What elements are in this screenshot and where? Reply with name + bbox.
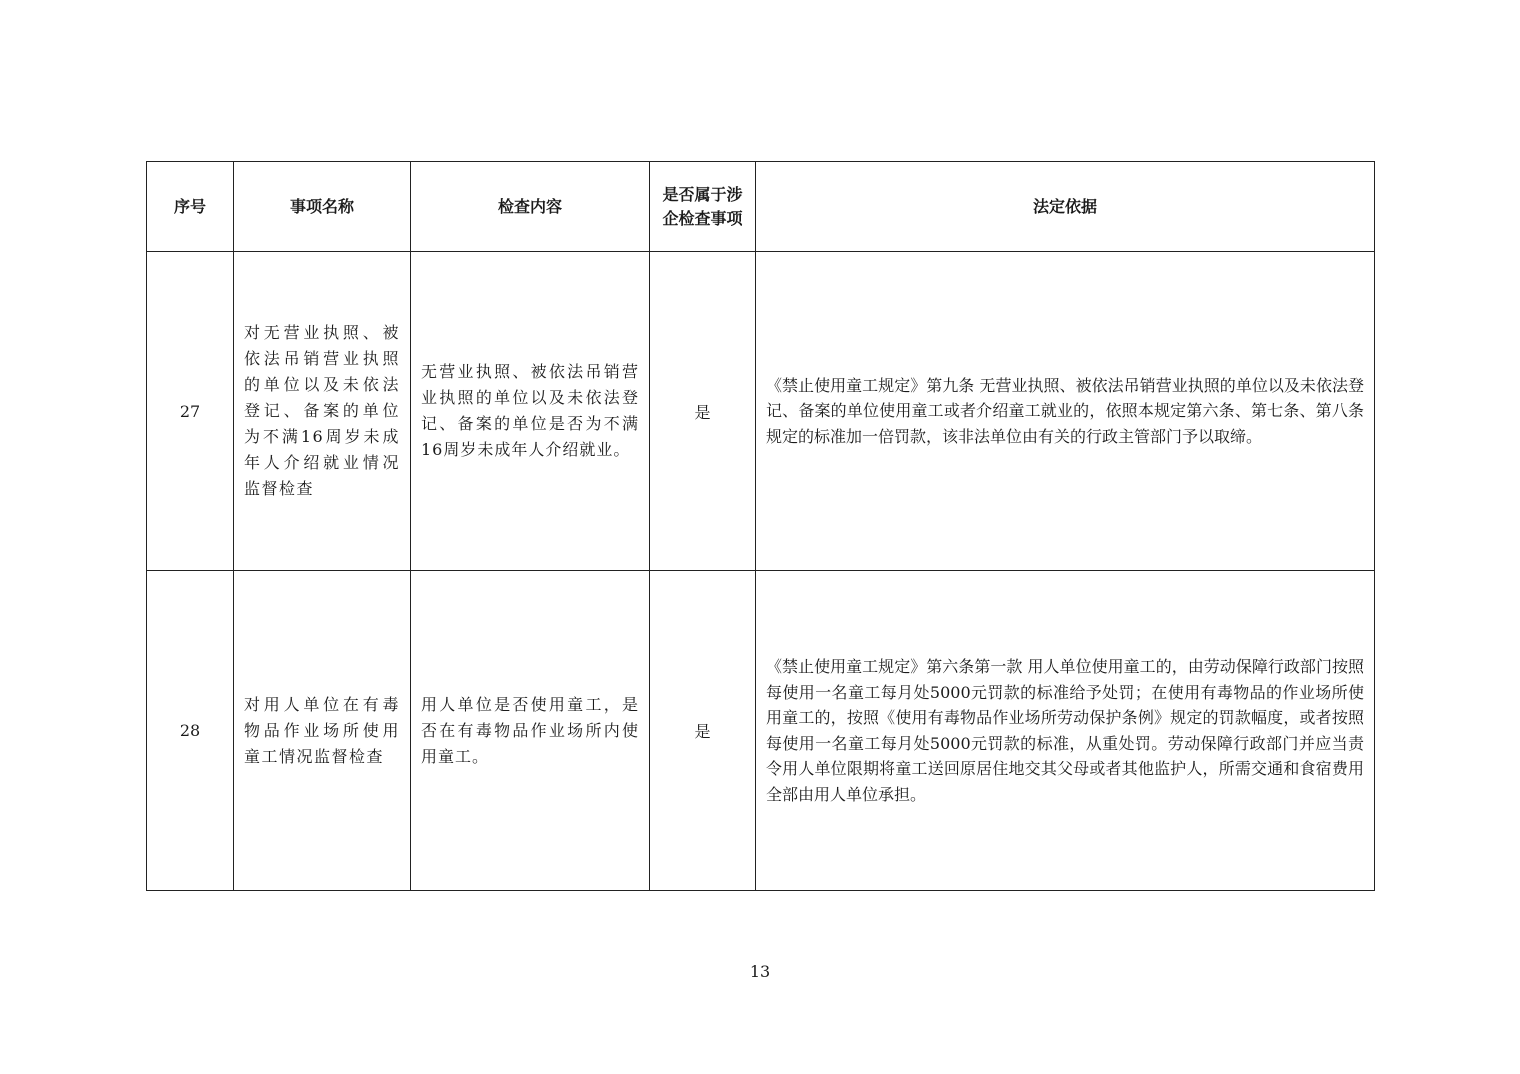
- row-item-name: 对用人单位在有毒物品作业场所使用童工情况监督检查: [234, 571, 411, 891]
- table-header-row: [147, 162, 1375, 252]
- header-legal-basis: 法定依据: [756, 162, 1375, 252]
- header-number: 序号: [147, 162, 234, 252]
- row-check-content: 用人单位是否使用童工，是否在有毒物品作业场所内使用童工。: [411, 571, 650, 891]
- row-legal-basis: 《禁止使用童工规定》第九条 无营业执照、被依法吊销营业执照的单位以及未依法登记、备案的单位使用童工或者介绍童工就业的，依照本规定第六条、第七条、第八条规定的标准加一倍罚款，该非法单位由有关的行政主管部门予以取缔。: [756, 252, 1375, 571]
- header-is-enterprise: 是否属于涉企检查事项: [650, 162, 756, 252]
- table-row: [147, 571, 1375, 891]
- inspection-items-table: [146, 161, 1375, 891]
- row-is-enterprise: 是: [650, 252, 756, 571]
- row-check-content: 无营业执照、被依法吊销营业执照的单位以及未依法登记、备案的单位是否为不满16周岁未成年人介绍就业。: [411, 252, 650, 571]
- row-is-enterprise: 是: [650, 571, 756, 891]
- row-number: 27: [147, 252, 234, 571]
- row-number: 28: [147, 571, 234, 891]
- page-number: 13: [749, 962, 771, 981]
- table-row: [147, 252, 1375, 571]
- row-item-name: 对无营业执照、被依法吊销营业执照的单位以及未依法登记、备案的单位为不满16周岁未成年人介绍就业情况监督检查: [234, 252, 411, 571]
- header-check-content: 检查内容: [411, 162, 650, 252]
- row-legal-basis: 《禁止使用童工规定》第六条第一款 用人单位使用童工的，由劳动保障行政部门按照每使用一名童工每月处5000元罚款的标准给予处罚；在使用有毒物品的作业场所使用童工的，按照《使用有毒物品作业场所劳动保护条例》规定的罚款幅度，或者按照每使用一名童工每月处5000元罚款的标准，从重处罚。劳动保障行政部门并应当责令用人单位限期将童工送回原居住地交其父母或者其他监护人，所需交通和食宿费用全部由用人单位承担。: [756, 571, 1375, 891]
- header-item-name: 事项名称: [234, 162, 411, 252]
